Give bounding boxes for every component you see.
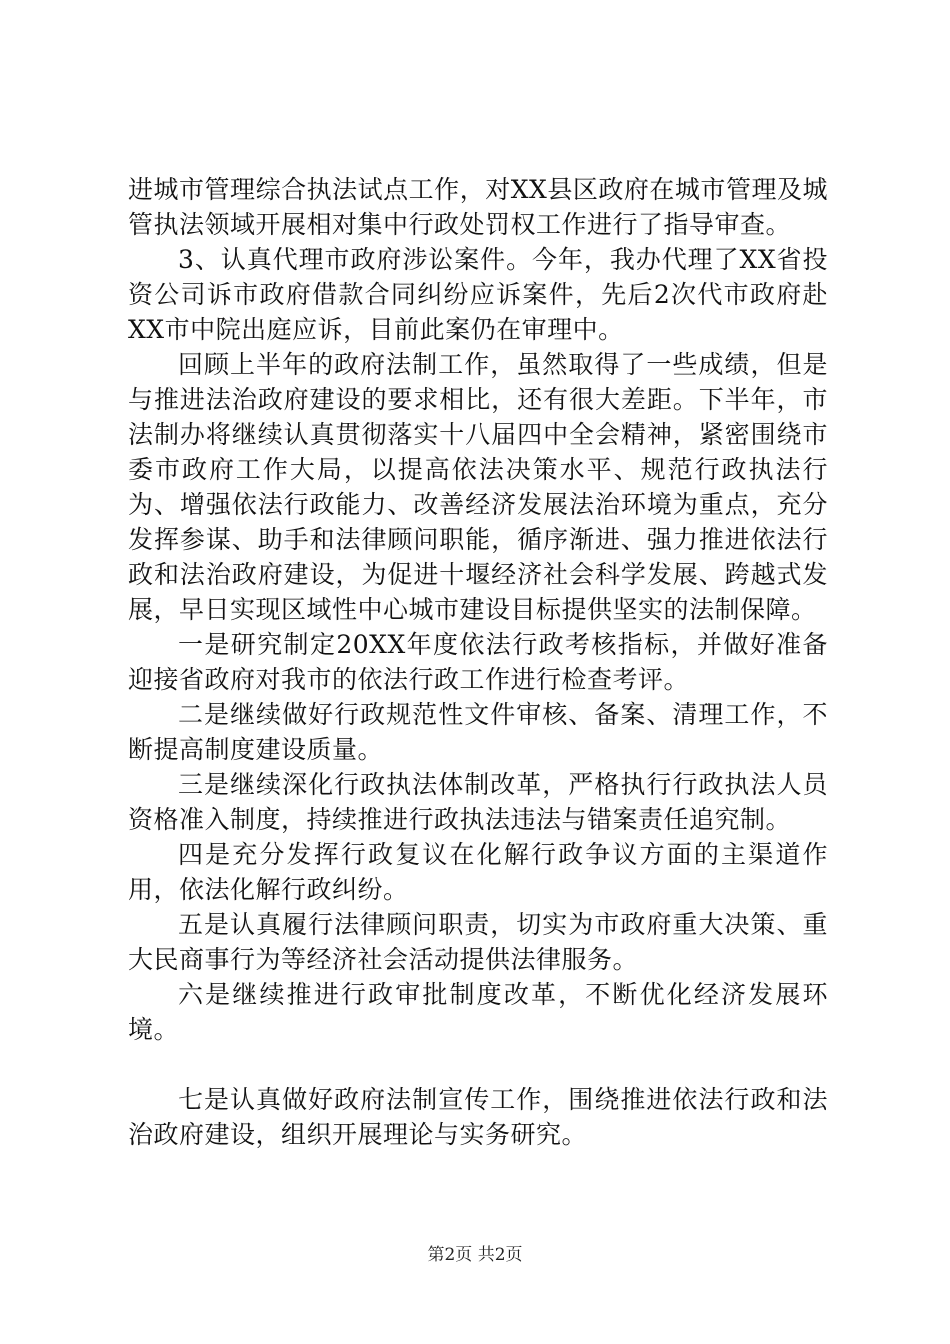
- paragraph-review: 回顾上半年的政府法制工作，虽然取得了一些成绩，但是与推进法治政府建设的要求相比，还有很大差距。下半年，市法制办将继续认真贯彻落实十八届四中全会精神，紧密围绕市委市政府工作大局，以提高依法决策水平、规范行政执法行为、增强依法行政能力、改善经济发展法治环境为重点，充分发挥参谋、助手和法律顾问职能，循序渐进、强力推进依法行政和法治政府建设，为促进十堰经济社会科学发展、跨越式发展，早日实现区域性中心城市建设目标提供坚实的法制保障。: [128, 350, 828, 624]
- paragraph-spacer: [128, 1047, 828, 1082]
- document-body: [128, 172, 828, 1152]
- paragraph-item-6: 六是继续推进行政审批制度改革，不断优化经济发展环境。: [128, 980, 828, 1044]
- paragraph-item-5: 五是认真履行法律顾问职责，切实为市政府重大决策、重大民商事行为等经济社会活动提供法律服务。: [128, 910, 828, 974]
- paragraph-continuation: 进城市管理综合执法试点工作，对XX县区政府在城市管理及城管执法领域开展相对集中行政处罚权工作进行了指导审查。: [128, 175, 828, 239]
- paragraph-item-1: 一是研究制定20XX年度依法行政考核指标，并做好准备迎接省政府对我市的依法行政工作进行检查考评。: [128, 630, 828, 694]
- paragraph-item-4: 四是充分发挥行政复议在化解行政争议方面的主渠道作用，依法化解行政纠纷。: [128, 840, 828, 904]
- paragraph-item-7: 七是认真做好政府法制宣传工作，围绕推进依法行政和法治政府建设，组织开展理论与实务研究。: [128, 1085, 828, 1149]
- paragraph-item-3: 三是继续深化行政执法体制改革，严格执行行政执法人员资格准入制度，持续推进行政执法违法与错案责任追究制。: [128, 770, 828, 834]
- page-footer: 第2页 共2页: [427, 1245, 523, 1265]
- paragraph-litigation: 3、认真代理市政府涉讼案件。今年，我办代理了XX省投资公司诉市政府借款合同纠纷应诉案件，先后2次代市政府赴XX市中院出庭应诉，目前此案仍在审理中。: [128, 245, 828, 344]
- paragraph-item-2: 二是继续做好行政规范性文件审核、备案、清理工作，不断提高制度建设质量。: [128, 700, 828, 764]
